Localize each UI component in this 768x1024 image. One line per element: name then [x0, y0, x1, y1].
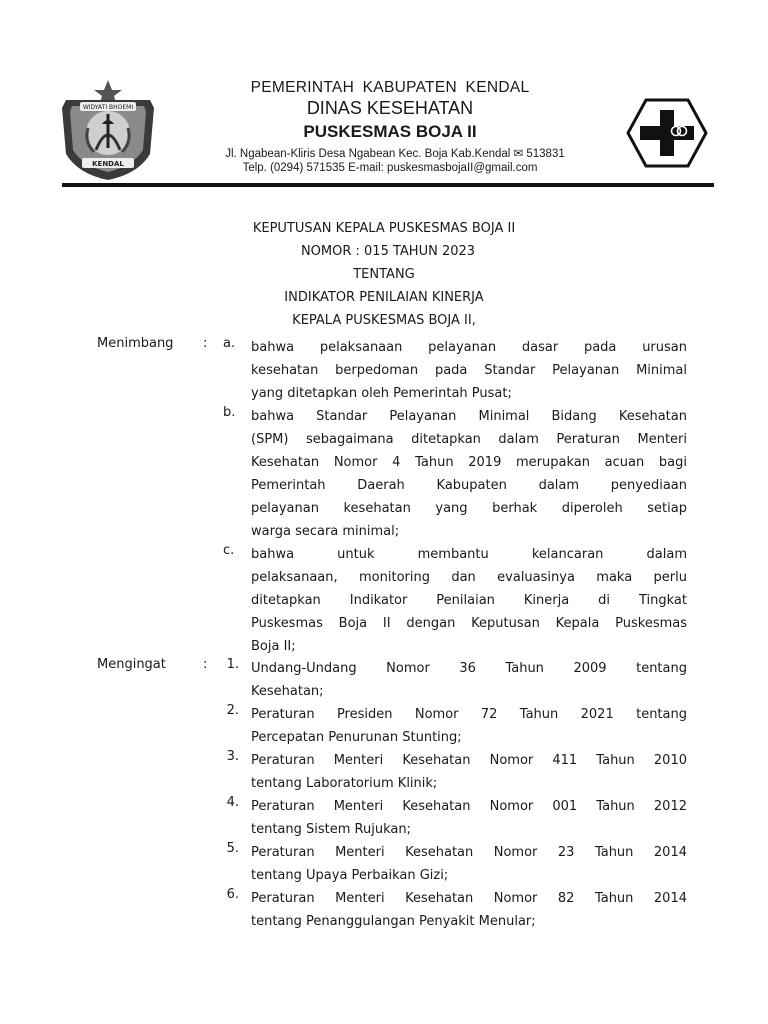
list-item-line: Boja II;	[251, 639, 296, 654]
letterhead	[0, 0, 768, 190]
seal-bottom-text: KENDAL	[92, 160, 124, 168]
health-cross-logo-icon	[626, 98, 708, 168]
section-colon: :	[203, 336, 208, 351]
list-item-line: Puskesmas Boja II dengan Keputusan Kepala Puskesmas	[251, 616, 687, 631]
list-item	[223, 887, 687, 933]
decree-title: KEPUTUSAN KEPALA PUSKESMAS BOJA II	[252, 221, 516, 236]
decree-issuer: KEPALA PUSKESMAS BOJA II,	[292, 313, 476, 328]
decree-number: NOMOR : 015 TAHUN 2023	[300, 244, 476, 259]
seal-top-text: WIDYATI BHOEMI	[82, 104, 134, 111]
section-menimbang	[97, 336, 687, 658]
list-item	[223, 543, 687, 658]
list-item	[223, 795, 687, 841]
list-item-text	[251, 749, 687, 795]
letterhead-address: Jl. Ngabean-Kliris Desa Ngabean Kec. Boja Kab.Kendal ✉ 513831	[225, 148, 565, 160]
list-item-line: Peraturan Presiden Nomor 72 Tahun 2021 tentang	[251, 707, 687, 722]
list-item-marker: b.	[223, 405, 236, 420]
list-item-line: tentang Laboratorium Klinik;	[251, 776, 438, 791]
list-item-text	[251, 887, 687, 933]
list-item-line: bahwa Standar Pelayanan Minimal Bidang Kesehatan	[251, 409, 687, 424]
menimbang-list	[97, 336, 687, 658]
mengingat-list	[97, 657, 687, 933]
list-item-line: (SPM) sebagaimana ditetapkan dalam Peraturan Menteri	[251, 432, 687, 447]
list-item-text	[251, 657, 687, 703]
letterhead-contact: Telp. (0294) 571535 E-mail: puskesmasbojaII@gmail.com	[242, 162, 538, 174]
decree-subject: INDIKATOR PENILAIAN KINERJA	[284, 290, 484, 305]
list-item-line: tentang Sistem Rujukan;	[251, 822, 411, 837]
list-item	[223, 405, 687, 543]
list-item-text	[251, 405, 687, 543]
list-item-line: pelayanan kesehatan yang berhak diperoleh setiap	[251, 501, 687, 516]
list-item-line: ditetapkan Indikator Penilaian Kinerja di Tingkat	[251, 593, 687, 608]
list-item-marker: c.	[223, 543, 235, 558]
list-item-line: tentang Upaya Perbaikan Gizi;	[251, 868, 449, 883]
letterhead-divider	[62, 183, 714, 187]
list-item	[223, 703, 687, 749]
list-item-marker: 5.	[226, 841, 239, 856]
list-item-line: pelaksanaan, monitoring dan evaluasinya maka perlu	[251, 570, 687, 585]
list-item-marker: 6.	[226, 887, 239, 902]
list-item-marker: 2.	[226, 703, 239, 718]
list-item-line: Undang-Undang Nomor 36 Tahun 2009 tentang	[251, 661, 687, 676]
list-item	[223, 749, 687, 795]
list-item-line: Pemerintah Daerah Kabupaten dalam penyediaan	[251, 478, 687, 493]
letterhead-institution: PUSKESMAS BOJA II	[303, 122, 477, 141]
list-item-line: Peraturan Menteri Kesehatan Nomor 82 Tahun 2014	[251, 891, 687, 906]
section-colon: :	[203, 657, 208, 672]
list-item-text	[251, 336, 687, 405]
list-item-text	[251, 841, 687, 887]
list-item-text	[251, 543, 687, 658]
list-item-marker: a.	[223, 336, 236, 351]
letterhead-department: DINAS KESEHATAN	[306, 98, 474, 118]
list-item-line: Peraturan Menteri Kesehatan Nomor 23 Tahun 2014	[251, 845, 687, 860]
list-item-marker: 4.	[226, 795, 239, 810]
list-item-line: yang ditetapkan oleh Pemerintah Pusat;	[251, 386, 512, 401]
list-item-marker: 1.	[226, 657, 239, 672]
list-item-line: bahwa untuk membantu kelancaran dalam	[251, 547, 687, 562]
list-item-line: Kesehatan;	[251, 684, 324, 699]
letterhead-government: PEMERINTAH KABUPATEN KENDAL	[250, 79, 530, 96]
section-mengingat	[97, 657, 687, 933]
list-item	[223, 841, 687, 887]
list-item-marker: 3.	[226, 749, 239, 764]
section-label: Menimbang	[97, 336, 174, 351]
list-item-line: bahwa pelaksanaan pelayanan dasar pada urusan	[251, 340, 687, 355]
list-item-line: Peraturan Menteri Kesehatan Nomor 001 Tahun 2012	[251, 799, 687, 814]
list-item-text	[251, 795, 687, 841]
decree-about: TENTANG	[353, 267, 415, 282]
list-item-line: tentang Penanggulangan Penyakit Menular;	[251, 914, 536, 929]
list-item-line: Peraturan Menteri Kesehatan Nomor 411 Tahun 2010	[251, 753, 687, 768]
list-item-line: Percepatan Penurunan Stunting;	[251, 730, 462, 745]
list-item-line: Kesehatan Nomor 4 Tahun 2019 merupakan acuan bagi	[251, 455, 687, 470]
list-item-line: kesehatan berpedoman pada Standar Pelayanan Minimal	[251, 363, 687, 378]
section-label: Mengingat	[97, 657, 166, 672]
list-item	[223, 657, 687, 703]
list-item	[223, 336, 687, 405]
list-item-text	[251, 703, 687, 749]
kendal-regency-seal-icon	[58, 78, 158, 182]
list-item-line: warga secara minimal;	[251, 524, 400, 539]
